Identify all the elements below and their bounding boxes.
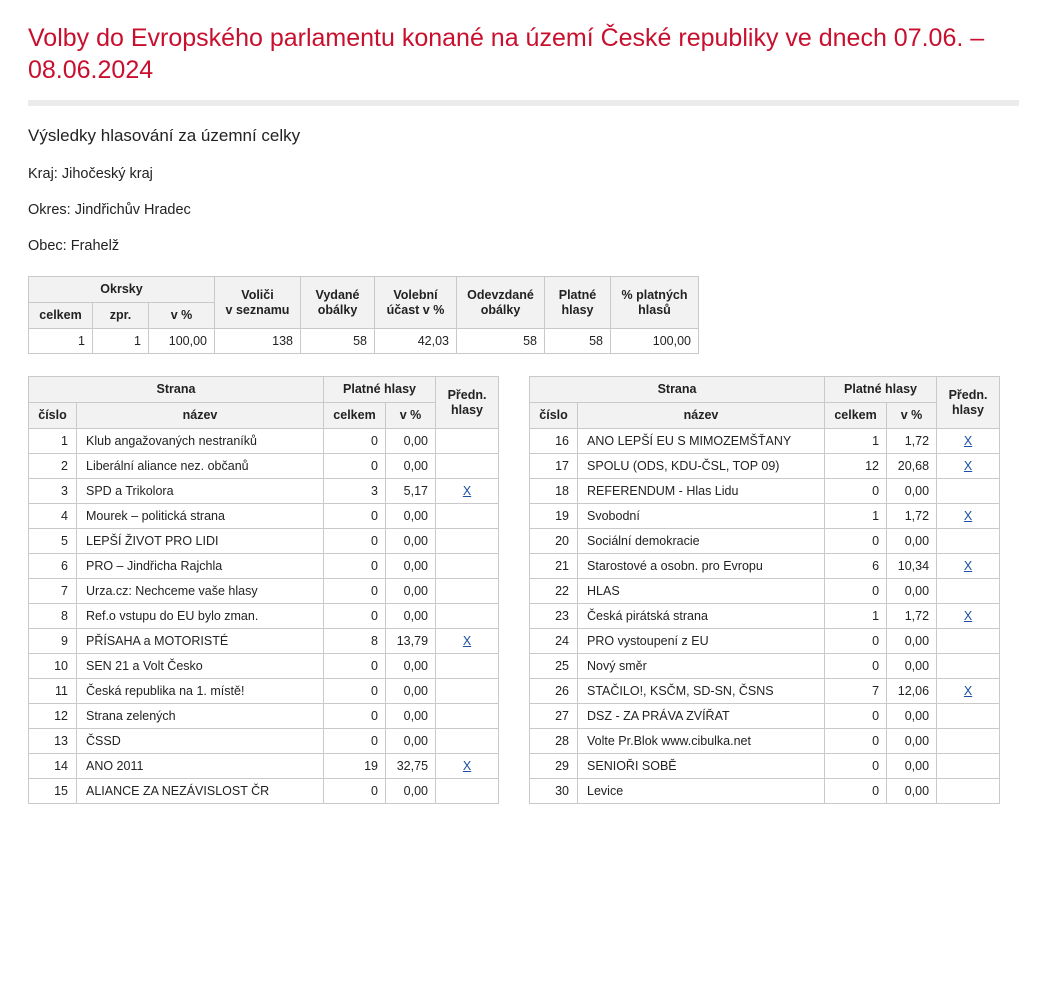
party-votes-percent: 0,00 xyxy=(386,704,436,729)
table-row xyxy=(530,754,1000,779)
party-votes-percent: 5,17 xyxy=(386,479,436,504)
header-nazev: název xyxy=(77,403,324,429)
party-number: 26 xyxy=(530,679,578,704)
party-votes-percent: 12,06 xyxy=(887,679,937,704)
party-votes-total: 6 xyxy=(825,554,887,579)
header-celkem: celkem xyxy=(324,403,386,429)
party-name: Ref.o vstupu do EU bylo zman. xyxy=(77,604,324,629)
party-name: DSZ - ZA PRÁVA ZVÍŘAT xyxy=(578,704,825,729)
party-name: ANO LEPŠÍ EU S MIMOZEMŠŤANY xyxy=(578,429,825,454)
party-rows-right xyxy=(530,429,1000,804)
region-okres: Okres: Jindřichův Hradec xyxy=(28,202,191,218)
preferential-votes-cell[interactable] xyxy=(937,554,1000,579)
header-volebni-ucast: Volební účast v % xyxy=(375,277,457,329)
preferential-votes-cell xyxy=(937,529,1000,554)
party-number: 21 xyxy=(530,554,578,579)
preferential-votes-cell[interactable] xyxy=(436,629,499,654)
header-odevzdane-obalky: Odevzdané obálky xyxy=(457,277,545,329)
party-votes-total: 0 xyxy=(825,704,887,729)
table-row xyxy=(530,579,1000,604)
party-name: Česká republika na 1. místě! xyxy=(77,679,324,704)
preferential-votes-cell xyxy=(937,704,1000,729)
party-number: 4 xyxy=(29,504,77,529)
party-votes-total: 0 xyxy=(324,704,386,729)
party-votes-total: 0 xyxy=(324,429,386,454)
party-name: ČSSD xyxy=(77,729,324,754)
party-votes-total: 0 xyxy=(825,479,887,504)
preferential-votes-cell xyxy=(436,554,499,579)
party-votes-percent: 0,00 xyxy=(887,579,937,604)
party-votes-total: 1 xyxy=(825,604,887,629)
header-okrsky-celkem: celkem xyxy=(29,303,93,329)
preferential-votes-cell xyxy=(436,429,499,454)
summary-table-wrap xyxy=(28,276,1019,354)
table-row xyxy=(29,479,499,504)
table-row xyxy=(530,554,1000,579)
results-page xyxy=(0,22,1047,996)
party-number: 11 xyxy=(29,679,77,704)
header-okrsky-procent: v % xyxy=(149,303,215,329)
party-number: 28 xyxy=(530,729,578,754)
party-table-left xyxy=(28,376,499,804)
party-name: SPOLU (ODS, KDU-ČSL, TOP 09) xyxy=(578,454,825,479)
table-row xyxy=(530,729,1000,754)
preferential-votes-cell xyxy=(436,654,499,679)
party-votes-percent: 0,00 xyxy=(887,729,937,754)
table-row xyxy=(530,479,1000,504)
preferential-votes-link[interactable]: X xyxy=(462,484,472,498)
value-volebni-ucast: 42,03 xyxy=(375,329,457,354)
header-cislo: číslo xyxy=(530,403,578,429)
table-row xyxy=(29,629,499,654)
preferential-votes-cell xyxy=(436,729,499,754)
party-votes-total: 0 xyxy=(324,729,386,754)
header-v-procentech: v % xyxy=(386,403,436,429)
party-number: 18 xyxy=(530,479,578,504)
party-name: SPD a Trikolora xyxy=(77,479,324,504)
header-platne-hlasy-group: Platné hlasy xyxy=(324,377,436,403)
party-number: 19 xyxy=(530,504,578,529)
region-obec: Obec: Frahelž xyxy=(28,238,120,254)
preferential-votes-link[interactable]: X xyxy=(462,759,472,773)
preferential-votes-link[interactable]: X xyxy=(963,459,973,473)
table-row xyxy=(29,754,499,779)
preferential-votes-cell xyxy=(937,779,1000,804)
party-results-tables xyxy=(28,376,1019,804)
turnout-summary-table xyxy=(28,276,699,354)
value-volici-v-seznamu: 138 xyxy=(215,329,301,354)
preferential-votes-cell xyxy=(937,754,1000,779)
party-votes-total: 0 xyxy=(825,754,887,779)
header-predn-hlasy: Předn. hlasy xyxy=(937,377,1000,429)
party-name: ANO 2011 xyxy=(77,754,324,779)
table-row xyxy=(29,554,499,579)
preferential-votes-cell xyxy=(436,529,499,554)
party-name: Klub angažovaných nestraníků xyxy=(77,429,324,454)
party-number: 16 xyxy=(530,429,578,454)
table-row xyxy=(530,454,1000,479)
party-number: 27 xyxy=(530,704,578,729)
party-name: SEN 21 a Volt Česko xyxy=(77,654,324,679)
divider xyxy=(28,100,1019,106)
party-name: PRO – Jindřicha Rajchla xyxy=(77,554,324,579)
page-title: Volby do Evropského parlamentu konané na území České republiky ve dnech 07.06. – 08.06.2024 xyxy=(28,24,985,84)
value-okrsky-zpracovane: 1 xyxy=(93,329,149,354)
party-votes-percent: 0,00 xyxy=(386,429,436,454)
party-votes-total: 8 xyxy=(324,629,386,654)
party-votes-total: 0 xyxy=(324,529,386,554)
value-okrsky-procent: 100,00 xyxy=(149,329,215,354)
party-votes-total: 1 xyxy=(825,504,887,529)
party-votes-total: 0 xyxy=(324,554,386,579)
preferential-votes-link[interactable]: X xyxy=(462,634,472,648)
party-name: REFERENDUM - Hlas Lidu xyxy=(578,479,825,504)
preferential-votes-cell[interactable] xyxy=(436,479,499,504)
table-row xyxy=(29,604,499,629)
party-name: PRO vystoupení z EU xyxy=(578,629,825,654)
party-number: 15 xyxy=(29,779,77,804)
party-votes-percent: 1,72 xyxy=(887,604,937,629)
party-votes-total: 0 xyxy=(825,579,887,604)
preferential-votes-link[interactable]: X xyxy=(963,434,973,448)
preferential-votes-cell xyxy=(937,729,1000,754)
party-votes-percent: 0,00 xyxy=(887,704,937,729)
header-strana: Strana xyxy=(530,377,825,403)
table-row xyxy=(29,779,499,804)
preferential-votes-cell xyxy=(436,704,499,729)
party-votes-percent: 0,00 xyxy=(386,504,436,529)
party-name: Levice xyxy=(578,779,825,804)
party-votes-total: 7 xyxy=(825,679,887,704)
party-votes-total: 0 xyxy=(825,529,887,554)
party-votes-percent: 13,79 xyxy=(386,629,436,654)
party-votes-total: 12 xyxy=(825,454,887,479)
preferential-votes-cell[interactable] xyxy=(937,429,1000,454)
party-votes-percent: 0,00 xyxy=(386,779,436,804)
party-number: 2 xyxy=(29,454,77,479)
party-votes-percent: 0,00 xyxy=(887,654,937,679)
party-votes-total: 3 xyxy=(324,479,386,504)
party-votes-percent: 0,00 xyxy=(386,729,436,754)
party-votes-total: 19 xyxy=(324,754,386,779)
preferential-votes-link[interactable]: X xyxy=(963,559,973,573)
party-number: 8 xyxy=(29,604,77,629)
party-number: 5 xyxy=(29,529,77,554)
party-votes-percent: 0,00 xyxy=(887,479,937,504)
results-subtitle: Výsledky hlasování za územní celky xyxy=(28,126,301,145)
preferential-votes-cell xyxy=(436,604,499,629)
party-votes-total: 0 xyxy=(324,779,386,804)
table-row xyxy=(530,779,1000,804)
party-number: 20 xyxy=(530,529,578,554)
header-procent-platnych: % platných hlasů xyxy=(611,277,699,329)
party-votes-percent: 1,72 xyxy=(887,429,937,454)
party-name: STAČILO!, KSČM, SD-SN, ČSNS xyxy=(578,679,825,704)
party-number: 24 xyxy=(530,629,578,654)
preferential-votes-cell[interactable] xyxy=(937,504,1000,529)
party-number: 1 xyxy=(29,429,77,454)
party-number: 17 xyxy=(530,454,578,479)
party-votes-percent: 0,00 xyxy=(887,754,937,779)
party-votes-total: 0 xyxy=(324,604,386,629)
party-number: 29 xyxy=(530,754,578,779)
value-odevzdane-obalky: 58 xyxy=(457,329,545,354)
party-votes-percent: 0,00 xyxy=(386,529,436,554)
header-platne-hlasy-group: Platné hlasy xyxy=(825,377,937,403)
party-name: Liberální aliance nez. občanů xyxy=(77,454,324,479)
table-row xyxy=(530,629,1000,654)
table-row xyxy=(29,729,499,754)
table-row xyxy=(29,329,699,354)
header-strana: Strana xyxy=(29,377,324,403)
party-votes-percent: 0,00 xyxy=(386,579,436,604)
party-votes-percent: 20,68 xyxy=(887,454,937,479)
party-number: 3 xyxy=(29,479,77,504)
party-name: Svobodní xyxy=(578,504,825,529)
party-name: Mourek – politická strana xyxy=(77,504,324,529)
party-votes-percent: 32,75 xyxy=(386,754,436,779)
party-votes-percent: 1,72 xyxy=(887,504,937,529)
preferential-votes-cell[interactable] xyxy=(937,604,1000,629)
party-votes-percent: 10,34 xyxy=(887,554,937,579)
party-name: Urza.cz: Nechceme vaše hlasy xyxy=(77,579,324,604)
party-table-right xyxy=(529,376,1000,804)
party-rows-left xyxy=(29,429,499,804)
table-row xyxy=(29,429,499,454)
preferential-votes-cell xyxy=(436,679,499,704)
table-row xyxy=(530,654,1000,679)
table-row xyxy=(29,504,499,529)
value-procent-platnych: 100,00 xyxy=(611,329,699,354)
party-votes-percent: 0,00 xyxy=(386,604,436,629)
value-vydane-obalky: 58 xyxy=(301,329,375,354)
party-votes-total: 0 xyxy=(825,629,887,654)
party-name: LEPŠÍ ŽIVOT PRO LIDI xyxy=(77,529,324,554)
preferential-votes-cell xyxy=(436,454,499,479)
party-number: 6 xyxy=(29,554,77,579)
table-row xyxy=(29,454,499,479)
party-votes-percent: 0,00 xyxy=(887,529,937,554)
preferential-votes-cell xyxy=(937,654,1000,679)
preferential-votes-cell[interactable] xyxy=(436,754,499,779)
header-v-procentech: v % xyxy=(887,403,937,429)
party-name: ALIANCE ZA NEZÁVISLOST ČR xyxy=(77,779,324,804)
party-votes-total: 0 xyxy=(825,654,887,679)
party-votes-total: 0 xyxy=(324,679,386,704)
table-row xyxy=(29,529,499,554)
table-row xyxy=(530,529,1000,554)
party-number: 9 xyxy=(29,629,77,654)
party-name: PŘÍSAHA a MOTORISTÉ xyxy=(77,629,324,654)
table-row xyxy=(530,704,1000,729)
party-number: 10 xyxy=(29,654,77,679)
table-row xyxy=(530,504,1000,529)
table-row xyxy=(29,704,499,729)
table-row xyxy=(29,579,499,604)
header-cislo: číslo xyxy=(29,403,77,429)
party-votes-total: 0 xyxy=(324,654,386,679)
preferential-votes-cell xyxy=(937,579,1000,604)
preferential-votes-cell xyxy=(436,504,499,529)
party-votes-percent: 0,00 xyxy=(386,454,436,479)
preferential-votes-cell xyxy=(436,779,499,804)
preferential-votes-cell[interactable] xyxy=(937,454,1000,479)
header-nazev: název xyxy=(578,403,825,429)
header-platne-hlasy: Platné hlasy xyxy=(545,277,611,329)
party-votes-total: 0 xyxy=(825,779,887,804)
table-row xyxy=(530,429,1000,454)
header-celkem: celkem xyxy=(825,403,887,429)
party-votes-percent: 0,00 xyxy=(386,554,436,579)
party-votes-percent: 0,00 xyxy=(386,654,436,679)
value-okrsky-celkem: 1 xyxy=(29,329,93,354)
header-predn-hlasy: Předn. hlasy xyxy=(436,377,499,429)
region-kraj: Kraj: Jihočeský kraj xyxy=(28,166,153,182)
table-row xyxy=(29,654,499,679)
party-votes-total: 1 xyxy=(825,429,887,454)
party-name: Volte Pr.Blok www.cibulka.net xyxy=(578,729,825,754)
header-okrsky-zpracovane: zpr. xyxy=(93,303,149,329)
party-name: Sociální demokracie xyxy=(578,529,825,554)
party-number: 12 xyxy=(29,704,77,729)
party-number: 30 xyxy=(530,779,578,804)
table-row xyxy=(530,604,1000,629)
party-number: 13 xyxy=(29,729,77,754)
party-votes-total: 0 xyxy=(324,579,386,604)
party-name: Nový směr xyxy=(578,654,825,679)
header-volici: Voliči v seznamu xyxy=(215,277,301,329)
party-number: 25 xyxy=(530,654,578,679)
party-name: Česká pirátská strana xyxy=(578,604,825,629)
party-name: Strana zelených xyxy=(77,704,324,729)
header-okrsky: Okrsky xyxy=(29,277,215,303)
party-votes-total: 0 xyxy=(324,504,386,529)
preferential-votes-link[interactable]: X xyxy=(963,609,973,623)
header-vydane-obalky: Vydané obálky xyxy=(301,277,375,329)
party-votes-percent: 0,00 xyxy=(887,779,937,804)
party-name: SENIOŘI SOBĚ xyxy=(578,754,825,779)
party-name: Starostové a osobn. pro Evropu xyxy=(578,554,825,579)
preferential-votes-cell xyxy=(937,629,1000,654)
party-votes-percent: 0,00 xyxy=(386,679,436,704)
preferential-votes-cell xyxy=(937,479,1000,504)
preferential-votes-cell xyxy=(436,579,499,604)
preferential-votes-cell[interactable] xyxy=(937,679,1000,704)
preferential-votes-link[interactable]: X xyxy=(963,684,973,698)
party-votes-total: 0 xyxy=(324,454,386,479)
party-votes-percent: 0,00 xyxy=(887,629,937,654)
party-number: 14 xyxy=(29,754,77,779)
party-name: HLAS xyxy=(578,579,825,604)
table-row xyxy=(530,679,1000,704)
preferential-votes-link[interactable]: X xyxy=(963,509,973,523)
party-number: 23 xyxy=(530,604,578,629)
table-row xyxy=(29,679,499,704)
party-number: 22 xyxy=(530,579,578,604)
party-votes-total: 0 xyxy=(825,729,887,754)
party-number: 7 xyxy=(29,579,77,604)
value-platne-hlasy: 58 xyxy=(545,329,611,354)
